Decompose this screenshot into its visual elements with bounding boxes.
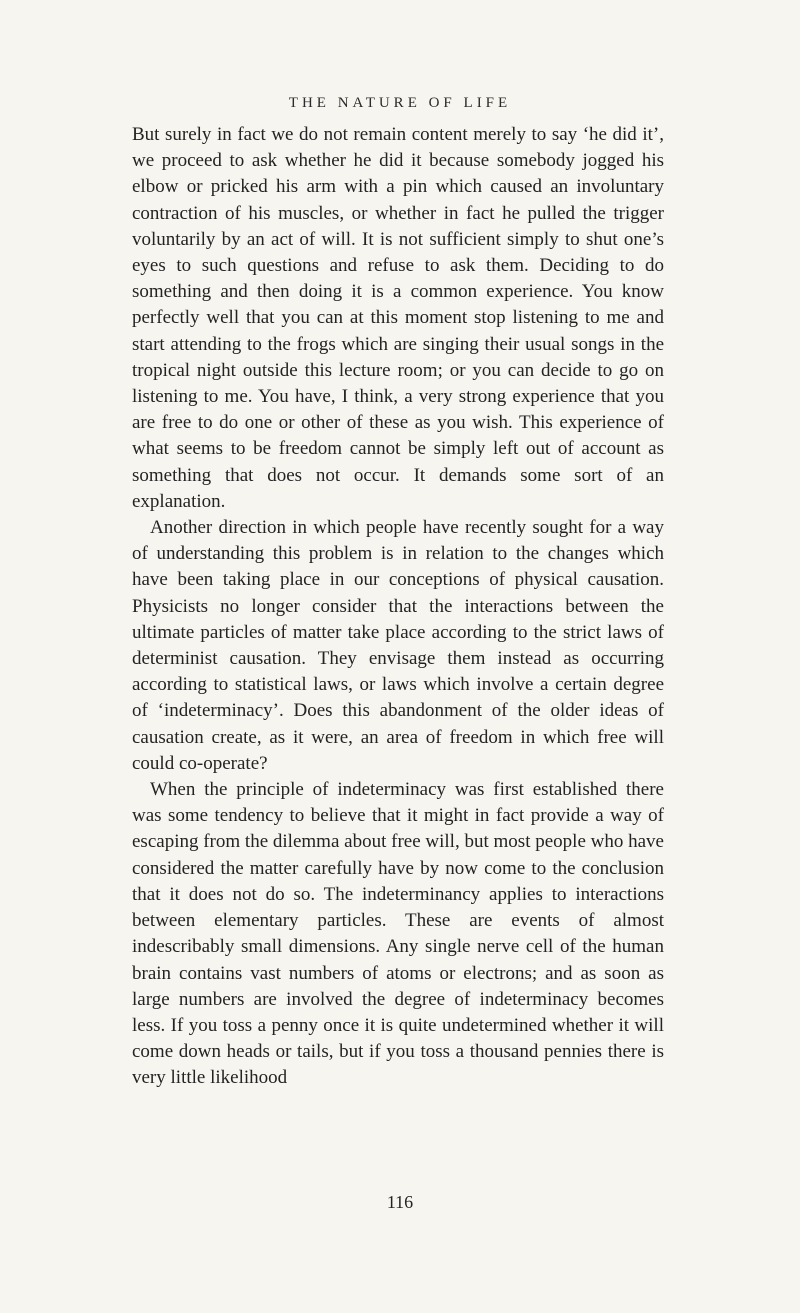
paragraph-3: When the principle of indeterminacy was first established there was some tendency to believe that it might in fact provide a way of escaping from the dilemma about free will, but most people who have considered the matter carefully have by now come to the conclusion that it does not do so. The indeterminancy applies to interactions between elementary particles. These are events of almost indescribably small dimensions. Any single nerve cell of the human brain contains vast numbers of atoms or electrons; and as soon as large numbers are involved the degree of indeterminacy becomes less. If you toss a penny once it is quite undetermined whether it will come down heads or tails, but if you toss a thousand pennies there is very little likelihood	[132, 779, 664, 1089]
page-number: 116	[386, 1192, 414, 1212]
paragraph-2: Another direction in which people have recently sought for a way of understanding this problem is in relation to the changes which have been taking place in our conceptions of physical causation. Physicists no longer consider that the interactions between the ultimate particles of matter take place according to the strict laws of determinist causation. They envisage them instead as occurring according to statistical laws, or laws which involve a certain degree of ‘indeterminacy’. Does this abandonment of the older ideas of causation create, as it were, an area of freedom in which free will could co-operate?	[132, 517, 664, 774]
running-head: THE NATURE OF LIFE	[288, 95, 512, 111]
body-text	[132, 122, 664, 1092]
paragraph-1: But surely in fact we do not remain content merely to say ‘he did it’, we proceed to ask whether he did it because somebody jogged his elbow or pricked his arm with a pin which caused an involuntary contraction of his muscles, or whether in fact he pulled the trigger voluntarily by an act of will. It is not sufficient simply to shut one’s eyes to such questions and refuse to ask them. Deciding to do something and then doing it is a common experience. You know perfectly well that you can at this moment stop listening to me and start attending to the frogs which are singing their usual songs in the tropical night outside this lecture room; or you can decide to go on listening to me. You have, I think, a very strong experience that you are free to do one or other of these as you wish. This experience of what seems to be freedom cannot be simply left out of account as something that does not occur. It demands some sort of an explanation.	[132, 124, 664, 512]
